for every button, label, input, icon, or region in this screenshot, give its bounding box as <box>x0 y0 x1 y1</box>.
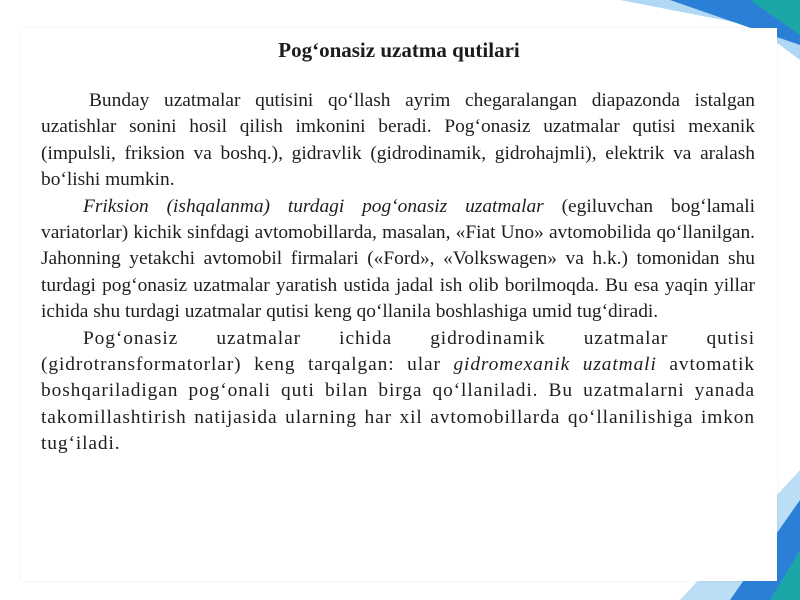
paragraph-text: (egiluvchan bog‘lamali variatorlar) kichik sinfdagi avtomobillarda, masalan, «Fiat Uno» avtomobilida qo‘llanilgan. Jahonning yetakchi avtomobil firmalari («Ford», «Volkswagen» va h.k.) tomonidan shu turdagi pog‘onasiz uzatmalar yaratish ustida jadal ish olib borilmoqda. Bu esa yaqin yillar ichida shu turdagi uzatmalar qutisi keng qo‘llanila boshlashiga umid tug‘diradi. <box>41 195 755 323</box>
paragraph-text: Pog‘onasiz uzatmalar ichida gidrodinamik uzatmalar qutisi (gidrotransformatorlar) keng tarqalgan: ular <box>41 327 755 376</box>
document-page <box>21 28 777 581</box>
paragraph-3 <box>41 326 755 458</box>
paragraph-italic-term: gidromexanik uzatmali <box>453 354 657 376</box>
paragraph-text: Bunday uzatmalar qutisini qo‘llash ayrim chegaralangan diapazonda istalgan uzatishlar sonini hosil qilish imkonini beradi. Pog‘onasiz uzatmalar qutisi mexanik (impulsli, friksion va boshq.), gidravlik (gidrodinamik, gidrohajmli), elektrik va aralash bo‘lishi mumkin. <box>41 90 755 191</box>
page-title: Pog‘onasiz uzatma qutilari <box>278 38 520 62</box>
document-body <box>41 88 755 458</box>
paragraph-text: avtomatik boshqariladigan pog‘onali quti bilan birga qo‘llaniladi. Bu uzatmalarni yanada takomillashtirish natijasida ularning har xil avtomobillarda qo‘llanilishiga imkon tug‘iladi. <box>41 354 755 455</box>
paragraph-italic-term: Friksion (ishqalanma) turdagi pog‘onasiz uzatmalar <box>83 195 544 217</box>
paragraph-1 <box>41 88 755 194</box>
paragraph-2 <box>41 194 755 326</box>
